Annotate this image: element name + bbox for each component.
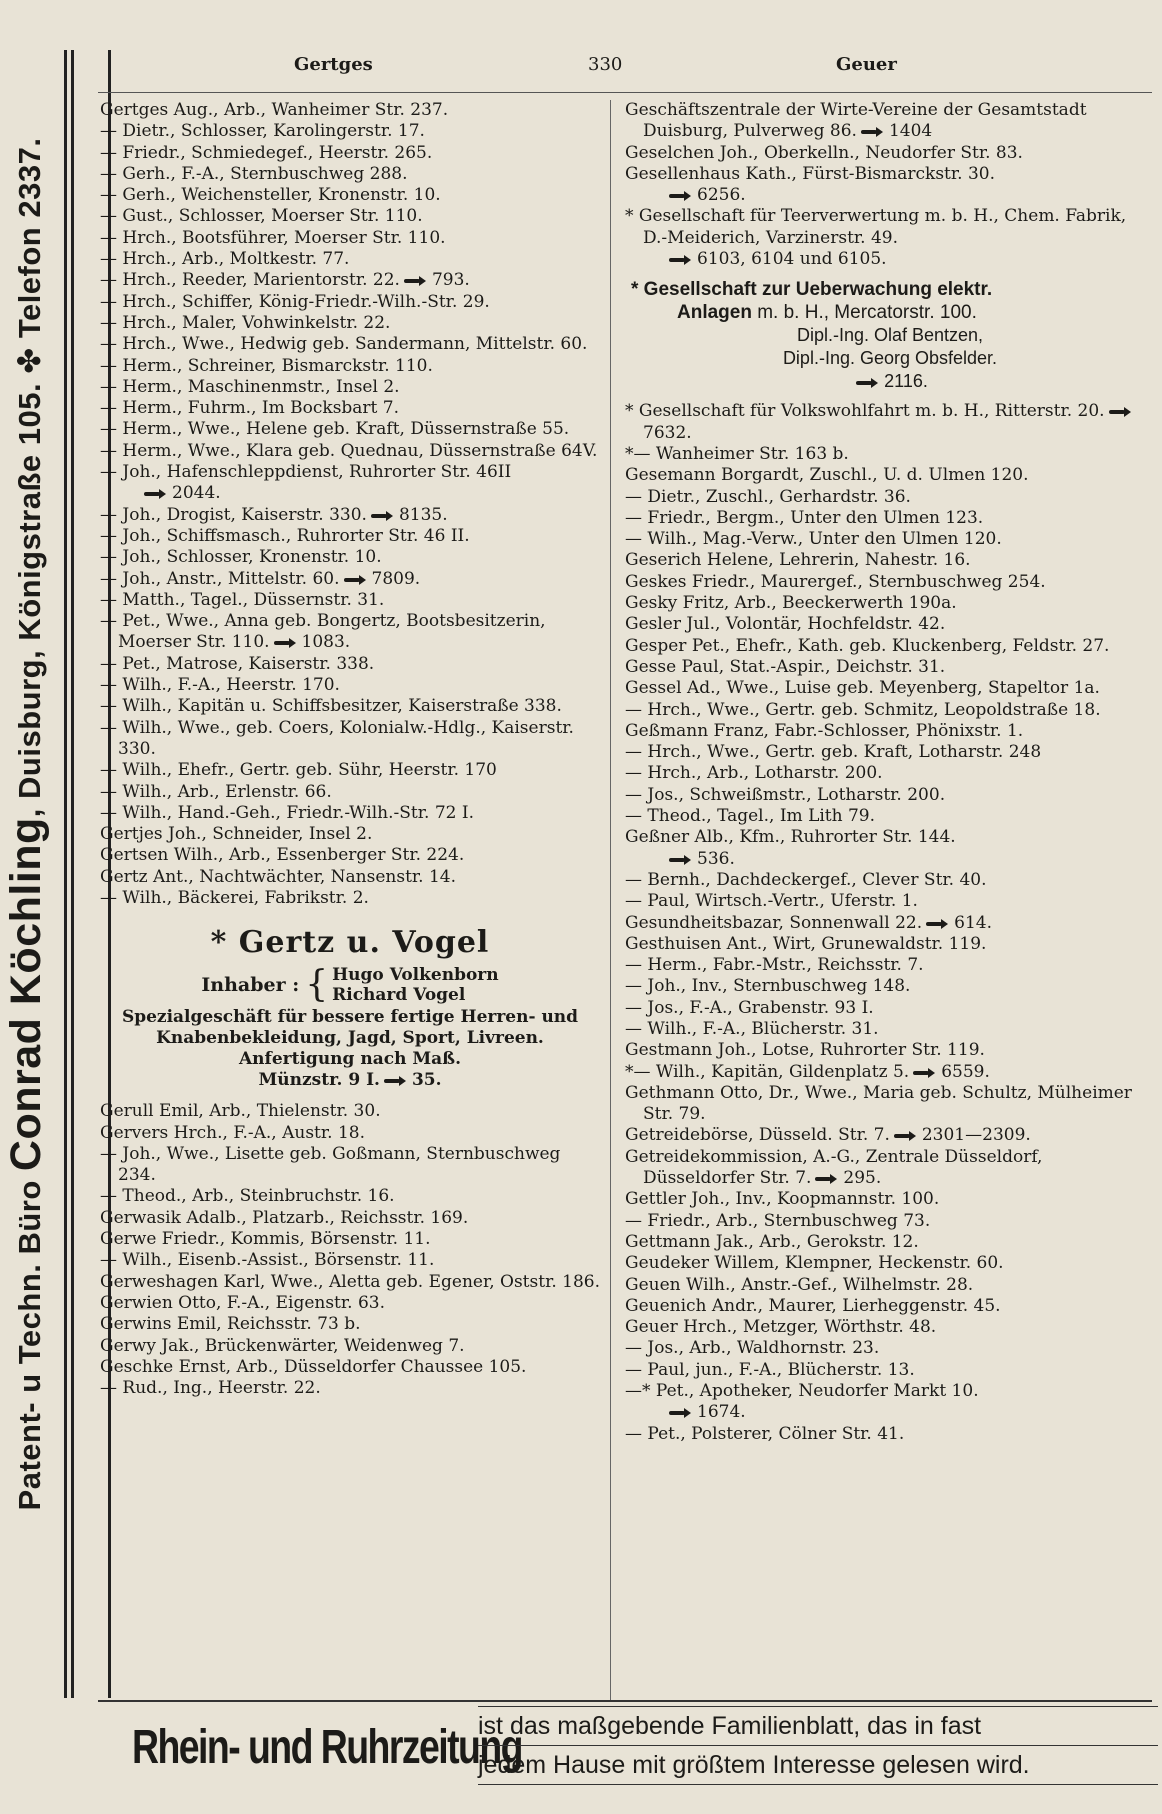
entry-text: — Pet., Matrose, Kaiserstr. 338. [100,653,375,674]
entry-text: Gesundheitsbazar, Sonnenwall 22. [625,912,923,933]
directory-entry [625,721,1155,742]
entry-phone-line [625,1402,1155,1423]
entry-text: — Joh., Hafenschleppdienst, Ruhrorter Str. 46II [100,462,512,483]
entry-phone-line [625,185,1155,206]
entry-text: Gerull Emil, Arb., Thielenstr. 30. [100,1101,381,1122]
gesellschaft-ueberwachung-block [625,278,1155,393]
directory-entry [625,827,1155,848]
entry-text: — Theod., Tagel., Im Lith 79. [625,806,876,827]
directory-entry [625,1360,1155,1381]
entry-text: — Wilh., Kapitän u. Schiffsbesitzer, Kaiserstraße 338. [100,696,562,717]
entry-text: Gerwy Jak., Brückenwärter, Weidenweg 7. [100,1335,465,1356]
phone-icon [913,1068,935,1077]
entry-text: — Paul, Wirtsch.-Vertr., Uferstr. 1. [625,891,918,912]
directory-entry [625,934,1155,955]
directory-entry [625,1125,1155,1146]
directory-entry [625,1019,1155,1040]
advert-title: * Gertz u. Vogel [210,925,490,961]
entry-text: — Joh., Inv., Sternbuschweg 148. [625,976,911,997]
footer-rule [98,1700,1152,1702]
directory-entry [625,678,1155,699]
entry-text: Gettmann Jak., Arb., Gerokstr. 12. [625,1231,919,1252]
entry-text: — Hrch., Wwe., Gertr. geb. Schmitz, Leopoldstraße 18. [625,699,1101,720]
entry-text: Gessel Ad., Wwe., Luise geb. Meyenberg, Stapeltor 1a. [625,678,1100,699]
entry-text: Geselchen Joh., Oberkelln., Neudorfer Str. 83. [625,142,1023,163]
directory-entry [625,785,1155,806]
directory-entry [625,614,1155,635]
directory-entry [100,718,600,761]
directory-entry [100,100,600,121]
entry-text: Geuen Wilh., Anstr.-Gef., Wilhelmstr. 28. [625,1274,974,1295]
advert-phone: 35. [411,1070,442,1091]
entry-text: — Hrch., Bootsführer, Moerser Str. 110. [100,227,446,248]
entry-text: Gesper Pet., Ehefr., Kath. geb. Kluckenberg, Feldstr. 27. [625,635,1110,656]
directory-entry [625,763,1155,784]
entry-text: — Joh., Wwe., Lisette geb. Goßmann, Sternbuschweg 234. [100,1143,561,1186]
directory-entry [100,143,600,164]
directory-entry [100,675,600,696]
entry-text: — Wilh., Wwe., geb. Coers, Kolonialw.-Hdlg., Kaiserstr. 330. [100,717,574,759]
phone-icon [669,255,691,264]
entry-text: — Theod., Arb., Steinbruchstr. 16. [100,1186,395,1207]
directory-entry [625,976,1155,997]
phone-icon [669,1408,691,1417]
right-entries [625,100,1155,270]
page-number: 330 [588,54,623,75]
phone-icon [274,638,296,647]
entry-phone: 6559. [941,1061,990,1082]
modern-line: Dipl.-Ing. Olaf Bentzen, [796,325,984,346]
entry-text: — Gerh., Weichensteller, Kronenstr. 10. [100,185,441,206]
advert-line: Anfertigung nach Maß. [238,1049,462,1070]
directory-entry [625,870,1155,891]
directory-entry [100,270,600,291]
side-rule [64,50,67,1698]
directory-entry [100,1123,600,1144]
entry-phone: 2301—2309. [921,1125,1031,1146]
entry-text: — Joh., Schiffsmasch., Ruhrorter Str. 46 II. [100,525,470,546]
directory-entry [100,313,600,334]
entry-text: — Joh., Schlosser, Kronenstr. 10. [100,547,382,568]
entry-text: — Hrch., Wwe., Hedwig geb. Sandermann, Mittelstr. 60. [100,334,588,355]
entry-phone: 8135. [398,504,448,525]
entry-text: — Hrch., Schiffer, König-Friedr.-Wilh.-Str. 29. [100,291,490,312]
entry-text: — Hrch., Wwe., Gertr. geb. Kraft, Lotharstr. 248 [625,742,1042,763]
entry-phone-line [100,483,600,504]
entry-text: Gerweshagen Karl, Wwe., Aletta geb. Egener, Oststr. 186. [100,1271,600,1292]
directory-entry [625,1296,1155,1317]
entry-text: — Joh., Anstr., Mittelstr. 60. [100,568,340,589]
directory-entry [625,1381,1155,1402]
directory-entry [625,955,1155,976]
entry-text: — Herm., Maschinenmstr., Insel 2. [100,376,400,397]
directory-entry [625,1189,1155,1210]
entry-text: — Wilh., F.-A., Heerstr. 170. [100,675,340,696]
directory-entry [100,1250,600,1271]
left-entries-2 [100,1101,600,1399]
directory-entry [100,441,600,462]
directory-entry [625,550,1155,571]
directory-entry [100,696,600,717]
phone-icon [669,855,691,864]
entry-text: Gertges Aug., Arb., Wanheimer Str. 237. [100,100,449,120]
directory-entry [100,888,600,909]
directory-entry [100,505,600,526]
advert-line: Knabenbekleidung, Jagd, Sport, Livreen. [156,1028,544,1049]
entry-phone-line [625,249,1155,270]
entry-phone: 536. [697,848,735,869]
directory-entry [625,1040,1155,1061]
directory-entry [100,760,600,781]
directory-entry [100,1144,600,1187]
modern-line [625,301,1155,324]
advert-address [100,1070,600,1091]
phone-icon [1109,407,1131,416]
entry-text: Gesky Fritz, Arb., Beeckerwerth 190a. [625,593,957,614]
entry-text: Gettler Joh., Inv., Koopmannstr. 100. [625,1189,940,1210]
header-rule [98,92,1152,93]
directory-entry [625,143,1155,164]
entry-text: — Herm., Wwe., Helene geb. Kraft, Düssernstraße 55. [100,419,570,440]
phone-icon [344,575,366,584]
entry-text: Gesthuisen Ant., Wirt, Grunewaldstr. 119. [625,933,987,954]
directory-entry [100,590,600,611]
right-column [625,100,1155,1445]
entry-text: Gethmann Otto, Dr., Wwe., Maria geb. Schultz, Mülheimer Str. 79. [625,1082,1132,1125]
entry-text: Gertsen Wilh., Arb., Essenberger Str. 224. [100,845,465,866]
entry-text: Geschäftszentrale der Wirte-Vereine der Gesamtstadt Duisburg, Pulverweg 86. [625,100,1087,142]
directory-entry [625,891,1155,912]
entry-text: — Herm., Schreiner, Bismarckstr. 110. [100,355,433,376]
entry-phone: 614. [954,912,992,933]
advert-gertz-vogel [100,923,600,1091]
phone-icon [926,919,948,928]
header-left-keyword: Gertges [294,54,373,75]
directory-entry [625,700,1155,721]
entry-text: * Gesellschaft für Teerverwertung m. b. H., Chem. Fabrik, D.-Meiderich, Varzinerstr. 49. [625,206,1127,248]
entry-text: Geßmann Franz, Fabr.-Schlosser, Phönixstr. 1. [625,720,1024,741]
entry-text: — Paul, jun., F.-A., Blücherstr. 13. [625,1359,915,1380]
entry-text: — Dietr., Zuschl., Gerhardstr. 36. [625,486,911,507]
left-column [100,100,600,1399]
directory-entry [625,444,1155,465]
entry-text: — Gerh., F.-A., Sternbuschweg 288. [100,163,408,184]
phone-icon [894,1131,916,1140]
directory-entry [100,377,600,398]
entry-text: — Wilh., Ehefr., Gertr. geb. Sühr, Heerstr. 170 [100,760,497,781]
directory-entry [100,292,600,313]
modern-line: Dipl.-Ing. Georg Obsfelder. [782,348,998,369]
entry-text: — Wilh., Eisenb.-Assist., Börsenstr. 11. [100,1250,435,1271]
directory-entry [100,356,600,377]
directory-entry [100,547,600,568]
entry-phone-line [625,849,1155,870]
entry-text: — Jos., Arb., Waldhornstr. 23. [625,1338,880,1359]
owner-names [332,965,499,1005]
directory-entry [100,803,600,824]
phone-icon [815,1174,837,1183]
directory-entry [100,334,600,355]
entry-text: Geschke Ernst, Arb., Düsseldorfer Chaussee 105. [100,1356,527,1377]
side-rule [71,50,74,1698]
page-header [114,54,1154,84]
entry-phone: 1674. [697,1402,746,1423]
modern-bold: Anlagen [677,302,752,324]
entry-text: Geskes Friedr., Maurergef., Sternbuschweg 254. [625,571,1046,592]
phone-icon [861,127,883,136]
phone-icon [856,378,878,387]
directory-entry [625,636,1155,657]
advert-owners [100,965,600,1005]
entry-text: — Wilh., Bäckerei, Fabrikstr. 2. [100,887,369,908]
directory-entry [625,487,1155,508]
directory-entry [625,998,1155,1019]
directory-entry [100,1293,600,1314]
entry-text: Geserich Helene, Lehrerin, Nahestr. 16. [625,550,971,571]
entry-text: Geuer Hrch., Metzger, Wörthstr. 48. [625,1317,937,1338]
header-right-keyword: Geuer [836,54,897,75]
directory-entry [625,1424,1155,1445]
entry-text: — Friedr., Schmiedegef., Heerstr. 265. [100,142,433,163]
entry-text: * Gesellschaft für Volkswohlfahrt m. b. H., Ritterstr. 20. [625,401,1105,422]
entry-text: — Bernh., Dachdeckergef., Clever Str. 40. [625,869,987,890]
modern-phone: 2116. [884,371,928,392]
banner-newspaper-name: Rhein- und Ruhrzeitung [132,1721,522,1774]
entry-text: — Herm., Fuhrm., Im Bocksbart 7. [100,398,400,419]
directory-entry [100,611,600,654]
entry-text: — Joh., Drogist, Kaiserstr. 330. [100,504,367,525]
entry-text: — Wilh., F.-A., Blücherstr. 31. [625,1018,879,1039]
entry-phone: 1404 [888,121,933,142]
entry-phone: 1083. [301,632,351,653]
directory-entry [100,1208,600,1229]
entry-phone: 6256. [697,185,746,206]
entry-phone: 295. [843,1168,882,1189]
side-advert-suffix: , Duisburg, Königstraße 105. ✤ Telefon 2337. [12,137,47,818]
entry-text: Gesellenhaus Kath., Fürst-Bismarckstr. 30. [625,163,995,184]
entry-text: — Jos., Schweißmstr., Lotharstr. 200. [625,784,946,805]
column-divider [610,100,611,1700]
directory-entry [625,593,1155,614]
directory-entry [100,206,600,227]
brace-glyph: { [305,964,329,1006]
directory-entry [100,569,600,590]
directory-entry [100,1186,600,1207]
entry-text: Geudeker Willem, Klempner, Heckenstr. 60. [625,1253,1004,1274]
directory-entry [100,782,600,803]
entry-text: *— Wanheimer Str. 163 b. [625,443,849,464]
directory-entry [100,164,600,185]
entry-text: Geßner Alb., Kfm., Ruhrorter Str. 144. [625,827,956,848]
entry-text: Gerwins Emil, Reichsstr. 73 b. [100,1314,361,1335]
directory-entry [100,824,600,845]
owner-name: Hugo Volkenborn [332,965,499,986]
entry-text: Gesemann Borgardt, Zuschl., U. d. Ulmen 120. [625,465,1029,486]
directory-entry [625,1275,1155,1296]
directory-entry [625,100,1155,143]
directory-entry [100,419,600,440]
directory-entry [100,1229,600,1250]
directory-entry [100,249,600,270]
entry-text: Gervers Hrch., F.-A., Austr. 18. [100,1122,365,1143]
directory-entry [625,1147,1155,1190]
directory-entry [100,845,600,866]
phone-icon [404,276,426,285]
entry-text: Gesse Paul, Stat.-Aspir., Deichstr. 31. [625,656,946,677]
entry-text: Gestmann Joh., Lotse, Ruhrorter Str. 119. [625,1040,985,1061]
entry-text: Gerwien Otto, F.-A., Eigenstr. 63. [100,1292,385,1313]
directory-entry [100,1357,600,1378]
directory-entry [625,913,1155,934]
directory-entry [625,1083,1155,1126]
entry-text: Gertjes Joh., Schneider, Insel 2. [100,824,373,845]
directory-entry [625,1232,1155,1253]
entry-text: Getreidekommission, A.-G., Zentrale Düsseldorf, Düsseldorfer Str. 7. [625,1146,1043,1189]
entry-text: — Matth., Tagel., Düssernstr. 31. [100,589,385,610]
directory-entry [100,1272,600,1293]
directory-entry [100,228,600,249]
directory-entry [100,1101,600,1122]
directory-entry [625,657,1155,678]
entry-text: — Hrch., Arb., Lotharstr. 200. [625,763,883,784]
directory-entry [100,867,600,888]
entry-text: — Wilh., Arb., Erlenstr. 66. [100,781,332,802]
directory-entry [625,508,1155,529]
owner-name: Richard Vogel [332,985,466,1006]
entry-phone: 793. [431,270,470,291]
directory-entry [625,164,1155,185]
directory-entry [625,401,1155,444]
directory-entry [100,398,600,419]
directory-entry [100,1314,600,1335]
advert-line: Spezialgeschäft für bessere fertige Herren- und [121,1007,579,1028]
entry-text: — Gust., Schlosser, Moerser Str. 110. [100,206,423,227]
directory-entry [100,185,600,206]
phone-icon [669,191,691,200]
entry-phone: 6103, 6104 und 6105. [697,249,887,270]
directory-entry [625,1211,1155,1232]
entry-text: — Friedr., Bergm., Unter den Ulmen 123. [625,507,984,528]
banner-slogan [478,1706,1158,1785]
entry-text: — Friedr., Arb., Sternbuschweg 73. [625,1210,931,1231]
side-advert-prefix: Patent- u Techn. Büro [12,1171,47,1511]
modern-line: * Gesellschaft zur Ueberwachung elektr. [631,279,993,301]
entry-phone: 2044. [172,483,221,504]
entry-text: — Herm., Fabr.-Mstr., Reichsstr. 7. [625,955,924,976]
phone-icon [371,511,393,520]
entry-text: — Jos., F.-A., Grabenstr. 93 I. [625,997,874,1018]
entry-text: — Wilh., Mag.-Verw., Unter den Ulmen 120. [625,529,1002,550]
banner-line: jedem Hause mit größtem Interesse gelesen wird. [478,1745,1158,1785]
entry-text: Gertz Ant., Nachtwächter, Nansenstr. 14. [100,866,457,887]
side-advert-text [0,0,52,1648]
phone-icon [144,489,166,498]
directory-entry [625,1317,1155,1338]
entry-text: — Hrch., Reeder, Marientorstr. 22. [100,270,400,291]
directory-entry [625,1253,1155,1274]
entry-text: Gesler Jul., Volontär, Hochfeldstr. 42. [625,614,946,635]
directory-entry [100,462,600,483]
entry-text: — Hrch., Arb., Moltkestr. 77. [100,249,350,270]
directory-entry [625,529,1155,550]
entry-text: — Hrch., Maler, Vohwinkelstr. 22. [100,312,391,333]
entry-text: — Herm., Wwe., Klara geb. Quednau, Düssernstraße 64V. [100,440,598,461]
left-entries [100,100,600,909]
directory-entry [625,572,1155,593]
directory-entry [100,1336,600,1357]
owner-label: Inhaber : [201,973,300,996]
entry-phone: 7632. [643,422,692,443]
entry-phone: 7809. [371,568,421,589]
directory-entry [100,121,600,142]
modern-phone-line [625,370,1155,393]
directory-entry [100,1378,600,1399]
side-advert-name: Conrad Köchling [2,817,50,1172]
banner-line: ist das maßgebende Familienblatt, das in fast [478,1706,1158,1745]
directory-entry [100,654,600,675]
directory-entry [100,526,600,547]
entry-text: — Pet., Polsterer, Cölner Str. 41. [625,1423,905,1444]
directory-entry [625,806,1155,827]
right-entries-2 [625,401,1155,1445]
entry-text: Gerwe Friedr., Kommis, Börsenstr. 11. [100,1229,431,1250]
entry-text: —* Pet., Apotheker, Neudorfer Markt 10. [625,1381,979,1402]
directory-entry [625,206,1155,249]
directory-entry [625,465,1155,486]
phone-icon [384,1076,406,1085]
advert-address-text: Münzstr. 9 I. [258,1070,380,1091]
entry-text: — Dietr., Schlosser, Karolingerstr. 17. [100,121,425,142]
modern-rest: m. b. H., Mercatorstr. 100. [751,302,977,324]
directory-entry [625,742,1155,763]
entry-text: — Rud., Ing., Heerstr. 22. [100,1378,321,1399]
entry-text: Gerwasik Adalb., Platzarb., Reichsstr. 169. [100,1207,469,1228]
directory-entry [625,1062,1155,1083]
entry-text: — Wilh., Hand.-Geh., Friedr.-Wilh.-Str. 72 I. [100,802,474,823]
entry-text: — Pet., Wwe., Anna geb. Bongertz, Bootsbesitzerin, Moerser Str. 110. [100,611,546,653]
entry-text: *— Wilh., Kapitän, Gildenplatz 5. [625,1061,910,1082]
entry-text: Getreidebörse, Düsseld. Str. 7. [625,1125,890,1146]
entry-text: Geuenich Andr., Maurer, Lierheggenstr. 45. [625,1295,1001,1316]
directory-entry [625,1338,1155,1359]
